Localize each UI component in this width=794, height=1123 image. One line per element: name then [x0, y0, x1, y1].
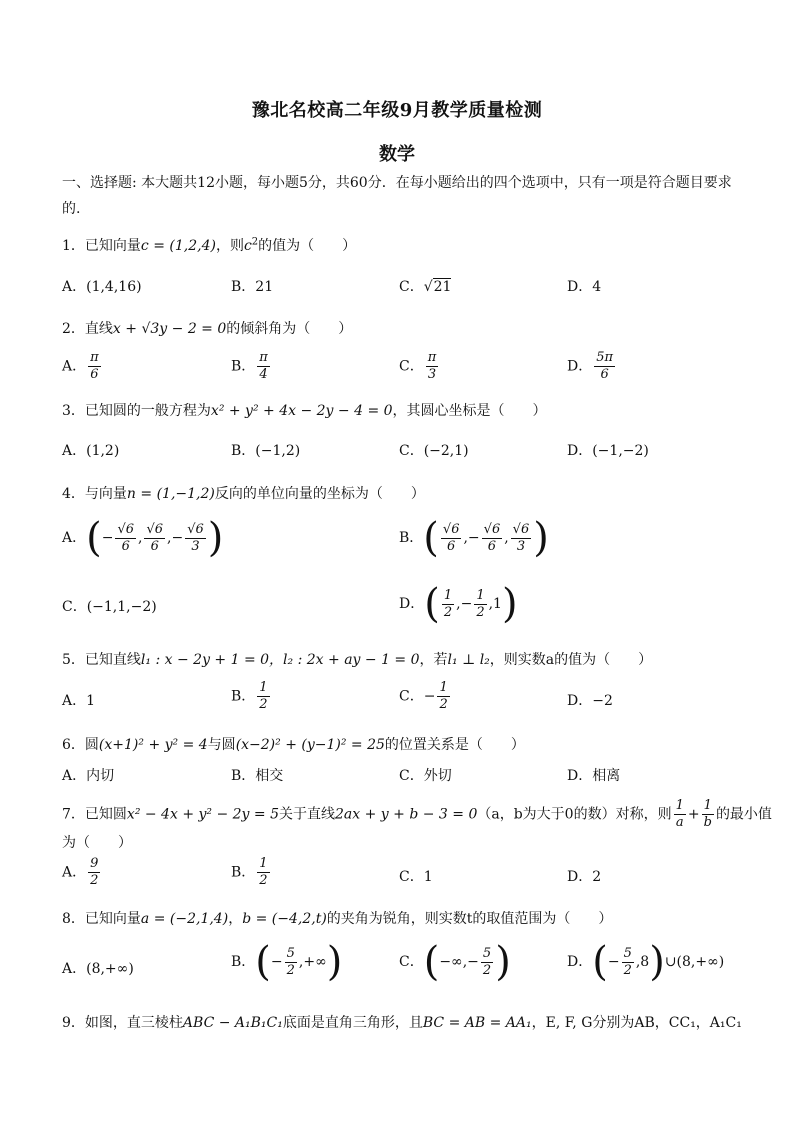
option-d: D．相离 — [567, 768, 621, 784]
option-d: D．−2 — [567, 693, 613, 709]
option-d: D． $\frac{5\pi}{6}$ — [567, 350, 614, 382]
stem-text: 的夹角为锐角，则实数t的取值范围为（ ） — [326, 911, 613, 927]
question-number: 8． — [62, 911, 85, 927]
math-expr: l₁ : x − 2y + 1 = 0，l₂ : 2x + ay − 1 = 0 — [140, 652, 420, 668]
math-expr: x² + y² + 4x − 2y − 4 = 0 — [210, 403, 393, 419]
question-number: 3． — [62, 403, 85, 419]
stem-text: 关于直线 — [279, 806, 336, 823]
question-number: 4． — [62, 486, 85, 502]
option-d: D．4 — [567, 279, 602, 295]
question-8-stem — [62, 908, 612, 928]
option-a: A．(8,+∞) — [62, 961, 134, 977]
option-b: B． $\frac{1}{2}$ — [231, 680, 268, 712]
math-expr: a = (−2,1,4) — [140, 911, 229, 927]
subject-title: 数学 — [379, 144, 415, 165]
option-c: C．1 — [399, 869, 433, 885]
math-expr: BC = AB = AA₁ — [422, 1015, 532, 1031]
option-a: A．内切 — [62, 768, 115, 784]
stem-text: 底面是直角三角形，且 — [282, 1015, 423, 1031]
option-b: B． $\frac{\pi}{4}$ — [231, 350, 268, 382]
stem-text: 已知圆 — [84, 806, 127, 823]
math-expr: x + √3y − 2 = 0 — [112, 321, 227, 337]
stem-text: 已知向量 — [84, 911, 141, 927]
option-d: D．( $\frac{1}{2}$ ,− $\frac{1}{2}$ ,1) — [399, 581, 518, 627]
question-2-stem — [62, 318, 352, 338]
question-9-stem — [62, 1012, 742, 1032]
option-a: A．1 — [62, 693, 96, 709]
stem-text: （a，b为大于0的数）对称，则 — [477, 806, 672, 823]
option-c: C．外切 — [399, 768, 452, 784]
option-c: C．(−2,1) — [399, 443, 469, 459]
question-6-stem — [62, 734, 525, 754]
stem-text: 与圆 — [207, 737, 236, 753]
page-title: 豫北名校高二年级9月教学质量检测 — [251, 100, 543, 121]
option-d: D．2 — [567, 869, 602, 885]
option-c: C．√21 — [399, 279, 452, 295]
math-expr: $\frac{1}{b}$ — [703, 798, 712, 830]
option-b: B．(−1,2) — [231, 443, 301, 459]
math-expr: ABC − A₁B₁C₁ — [182, 1015, 283, 1031]
math-expr: l₁ ⊥ l₂ — [447, 652, 490, 668]
math-expr: c = (1,2,4) — [140, 238, 216, 254]
stem-text: 圆 — [84, 737, 99, 753]
math-expr: b = (−4,2,t) — [242, 911, 327, 927]
question-4-stem — [62, 483, 425, 503]
question-7-stem-cont: 为（ ） — [62, 835, 132, 851]
stem-text: 已知直线 — [84, 652, 141, 668]
math-expr: x² − 4x + y² − 2y = 5 — [126, 806, 280, 823]
option-a: A． $\frac{9}{2}$ — [62, 856, 99, 888]
stem-text: 的位置关系是（ ） — [384, 737, 525, 753]
question-7-stem: 7．已知圆x² − 4x + y² − 2y = 5关于直线2ax + y + b − 3 = 0（a，b为大于0的数）对称，则 $\frac{1}{a}$ + $\frac{1}{b}$ 的最小值 — [62, 798, 772, 830]
option-c: C． $\frac{\pi}{3}$ — [399, 350, 437, 382]
stem-text: 反向的单位向量的坐标为（ ） — [214, 486, 425, 502]
stem-text: 与向量 — [84, 486, 127, 502]
math-expr: n = (1,−1,2) — [126, 486, 215, 502]
question-3-stem — [62, 400, 547, 420]
math-expr: (x−2)² + (y−1)² = 25 — [235, 737, 385, 753]
option-c: C．(−∞,− $\frac{5}{2}$ ) — [399, 939, 511, 985]
option-b: B．( $\frac{√6}{6}$ ,− $\frac{√6}{6}$ , $\frac{√6}{3}$ ) — [399, 515, 549, 561]
option-c: C．− $\frac{1}{2}$ — [399, 680, 448, 712]
stem-text: 的最小值 — [715, 806, 772, 823]
option-a: A．(1,2) — [62, 443, 120, 459]
option-a: A．(1,4,16) — [62, 279, 142, 295]
math-expr: $c^2$ — [243, 236, 259, 254]
stem-text: 如图，直三棱柱 — [84, 1015, 183, 1031]
stem-text: 已知向量 — [84, 238, 141, 254]
question-number: 7． — [62, 806, 85, 823]
option-a: A．(− $\frac{√6}{6}$ , $\frac{√6}{6}$ ,− $\frac{√6}{3}$ ) — [62, 515, 224, 561]
stem-text: ，E, F, G分别为AB，CC₁，A₁C₁ — [531, 1015, 742, 1031]
math-expr: 2ax + y + b − 3 = 0 — [335, 806, 478, 823]
option-d: D．(−1,−2) — [567, 443, 649, 459]
option-d: D．(− $\frac{5}{2}$ ,8)∪(8,+∞) — [567, 939, 725, 985]
option-b: B．相交 — [231, 768, 284, 784]
question-1-stem — [62, 235, 356, 255]
stem-text: 直线 — [84, 321, 113, 337]
option-a: A． $\frac{\pi}{6}$ — [62, 350, 99, 382]
option-b: B．21 — [231, 279, 274, 295]
stem-text: 的倾斜角为（ ） — [226, 321, 353, 337]
question-number: 5． — [62, 652, 85, 668]
stem-text: 的值为（ ） — [258, 238, 357, 254]
question-number: 1． — [62, 238, 85, 254]
option-b: B． $\frac{1}{2}$ — [231, 856, 268, 888]
stem-text: ，则 — [215, 238, 244, 254]
math-expr: $\frac{1}{a}$ — [675, 798, 684, 830]
stem-text: ，则实数a的值为（ ） — [489, 652, 653, 668]
question-number: 6． — [62, 737, 85, 753]
stem-text: 已知圆的一般方程为 — [84, 403, 211, 419]
option-c: C．(−1,1,−2) — [62, 599, 157, 615]
question-number: 2． — [62, 321, 85, 337]
option-b: B．(− $\frac{5}{2}$ ,+∞) — [231, 939, 343, 985]
stem-text: ，其圆心坐标是（ ） — [392, 403, 547, 419]
section-instruction: 一、选择题: 本大题共12小题，每小题5分，共60分．在每小题给出的四个选项中，只有一项是符合题目要求的. — [62, 175, 732, 217]
math-expr: (x+1)² + y² = 4 — [98, 737, 208, 753]
question-number: 9． — [62, 1015, 85, 1031]
stem-text: ， — [228, 911, 243, 927]
question-5-stem — [62, 649, 652, 669]
stem-text: ，若 — [419, 652, 448, 668]
